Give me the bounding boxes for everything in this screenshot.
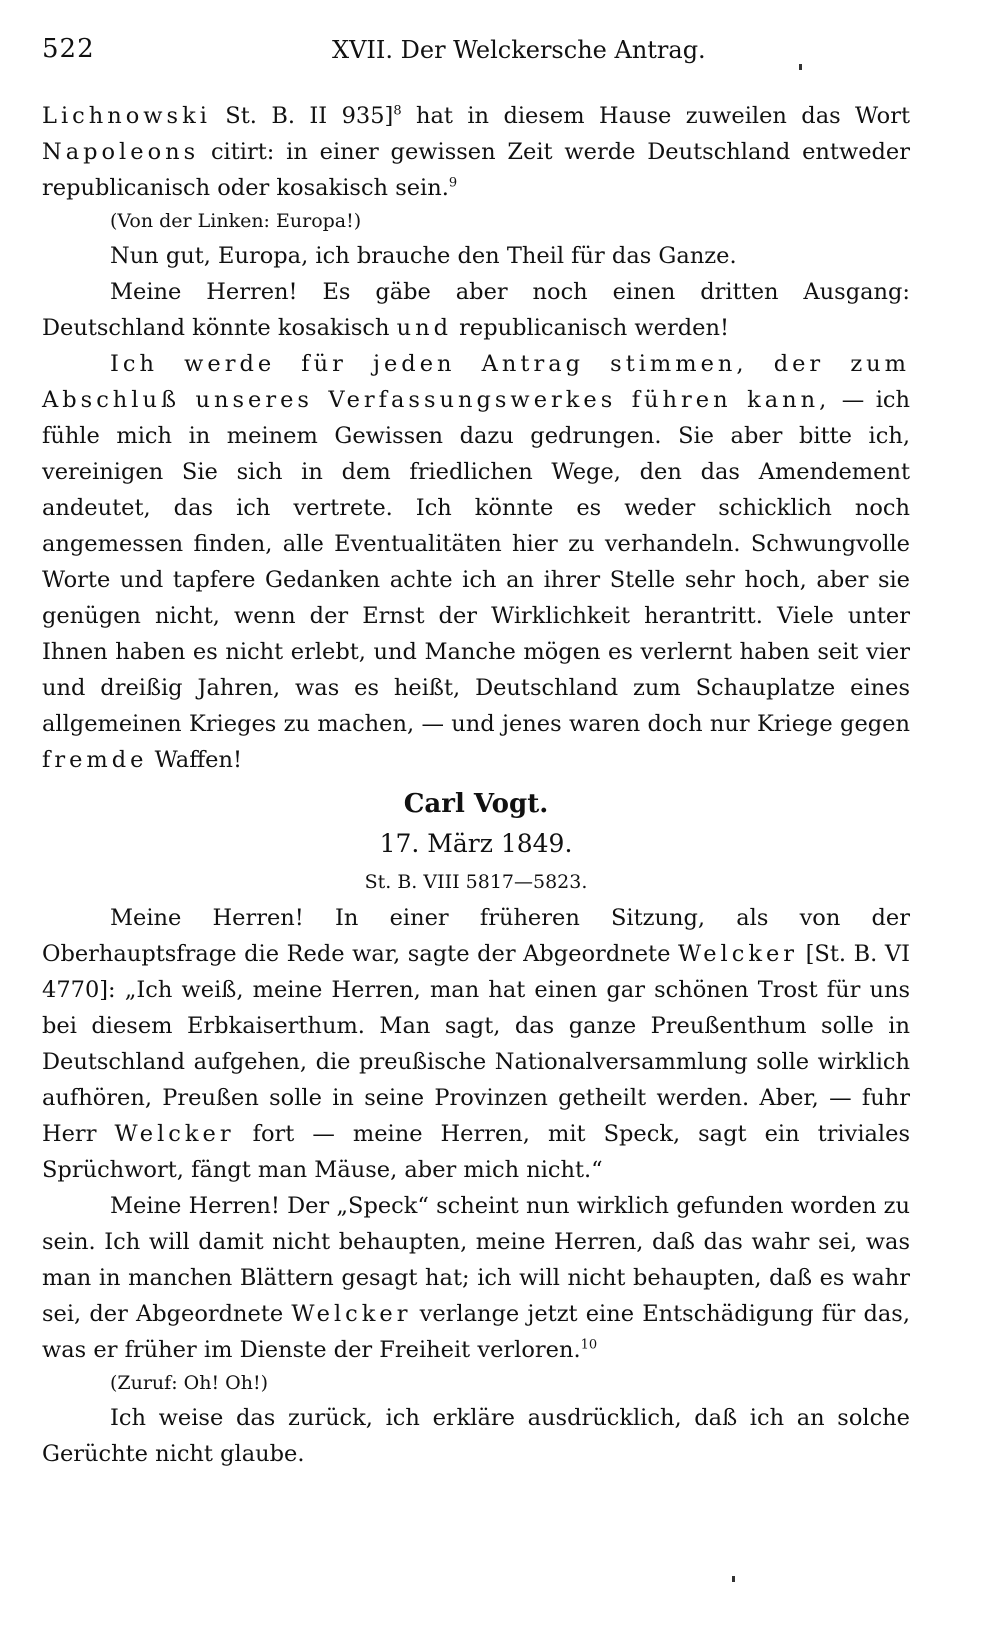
person-name: Welcker (114, 1121, 235, 1147)
person-name: Welcker (291, 1301, 412, 1327)
print-speck (799, 64, 802, 70)
page-number: 522 (42, 34, 95, 64)
person-name: Welcker (677, 941, 799, 967)
paragraph-text: Meine Herren! Es gäbe aber noch einen dritten Ausgang: Deutschland könnte kosakisch (42, 279, 910, 341)
paragraph-text: Waffen! (147, 747, 243, 773)
speech-date: 17. März 1849. (379, 829, 573, 858)
page-header (42, 34, 910, 74)
paragraph (42, 274, 910, 346)
paragraph-text: republicanisch werden! (452, 315, 730, 341)
book-page (42, 0, 910, 1631)
emphasized-passage: Ich werde für jeden Antrag stimmen, der zum Abschluß unseres Verfassungswerkes führen kann, (42, 351, 910, 413)
paragraph-text: citirt: in einer gewissen Zeit werde Deutschland entweder republicanisch oder kosakisch sein. (42, 139, 910, 201)
running-head: XVII. Der Welckersche Antrag. (332, 36, 706, 64)
paragraph-text: Meine Herren! Der „Speck“ scheint nun wirklich gefunden worden zu sein. Ich will damit nicht behaupten, meine Herren, daß das wahr sei, was man in manchen Blättern gesagt hat; ich will nicht behaupten, daß es wahr sei, der Abgeordnete (42, 1193, 910, 1327)
speaker-heading (42, 784, 910, 900)
paragraph-text: hat in diesem Hause zuweilen das Wort (401, 103, 911, 129)
stenographic-reference: St. B. VIII 5817—5823. (364, 871, 588, 893)
paragraph-text: St. B. II 935] (210, 103, 394, 129)
paragraph (42, 900, 910, 1188)
print-speck (732, 1576, 735, 1582)
paragraph: Nun gut, Europa, ich brauche den Theil für das Ganze. (110, 243, 737, 269)
paragraph-text: [St. B. VI 4770]: „Ich weiß, meine Herren, man hat einen gar schönen Trost für uns bei diesem Erbkaiserthum. Man sagt, das ganze Preußenthum solle in Deutschland aufgehen, die preußische Nationalversammlung solle wirklich aufhören, Preußen solle in seine Provinzen getheilt werden. Aber, — fuhr Herr (42, 941, 910, 1147)
interjection: (Von der Linken: Europa!) (110, 210, 362, 232)
page-body (42, 98, 910, 1472)
paragraph-text: Meine Herren! In einer früheren Sitzung, als von der Oberhauptsfrage die Rede war, sagte der Abgeordnete (42, 905, 910, 967)
person-name: Napoleons (42, 139, 200, 165)
footnote-marker: 8 (393, 103, 402, 119)
paragraph: Ich weise das zurück, ich erkläre ausdrücklich, daß ich an solche Gerüchte nicht glaube. (42, 1405, 910, 1467)
footnote-marker: 9 (448, 175, 458, 191)
paragraph-text: — ich fühle mich in meinem Gewissen dazu gedrungen. Sie aber bitte ich, vereinigen Sie sich in dem friedlichen Wege, den das Amendement andeutet, das ich vertrete. Ich könnte es weder schicklich noch angemessen finden, alle Eventualitäten hier zu verhandeln. Schwungvolle Worte und tapfere Gedanken achte ich an ihrer Stelle sehr hoch, aber sie genügen nicht, wenn der Ernst der Wirklichkeit herantritt. Viele unter Ihnen haben es nicht erlebt, und Manche mögen es verlernt haben seit vier und dreißig Jahren, was es heißt, Deutschland zum Schauplatze eines allgemeinen Krieges zu machen, — und jenes waren doch nur Kriege gegen (42, 387, 910, 737)
paragraph (42, 1188, 910, 1368)
speaker-reference-name: Lichnowski (42, 103, 211, 129)
paragraph (42, 98, 910, 206)
footnote-marker: 10 (580, 1337, 598, 1353)
emphasized-word: fremde (42, 747, 148, 773)
paragraph (42, 346, 910, 778)
paragraph-text: verlange jetzt eine Entschädigung für das, was er früher im Dienste der Freiheit verloren. (42, 1301, 910, 1363)
emphasized-word: und (396, 315, 453, 341)
paragraph-text: fort — meine Herren, mit Speck, sagt ein triviales Sprüchwort, fängt man Mäuse, aber mich nicht.“ (42, 1121, 910, 1183)
interjection: (Zuruf: Oh! Oh!) (110, 1372, 268, 1394)
speaker-name: Carl Vogt. (403, 789, 549, 819)
